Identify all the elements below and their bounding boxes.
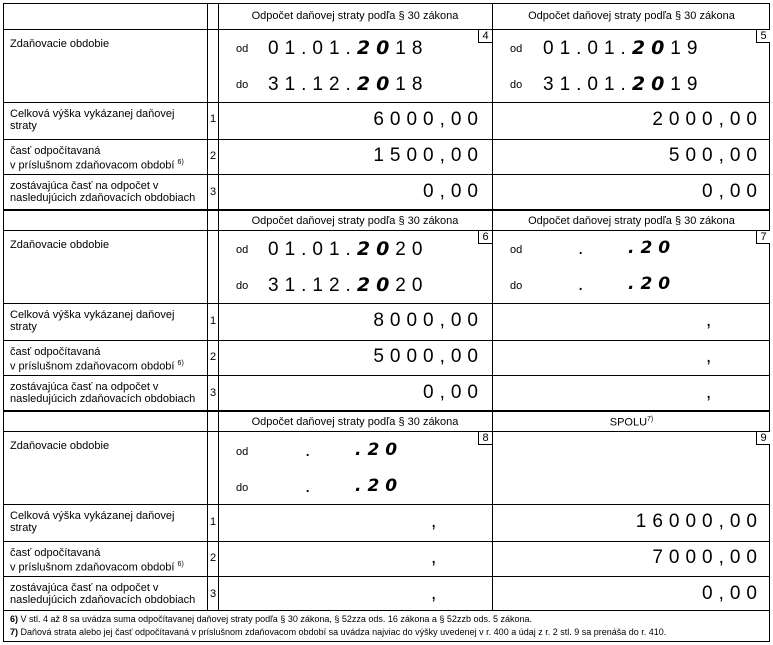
label-do: do xyxy=(236,79,249,91)
date-daymonth: 31.12. xyxy=(268,74,357,95)
footnote-6 xyxy=(10,614,532,624)
label-do: do xyxy=(236,482,249,494)
remaining-part-4[interactable]: 0,00 xyxy=(423,181,484,202)
deducted-part-7[interactable]: , xyxy=(706,346,718,367)
remaining-part-5[interactable]: 0,00 xyxy=(702,181,763,202)
period-to-6[interactable] xyxy=(268,274,428,297)
label-total-loss-l2: straty xyxy=(10,321,37,333)
label-remaining-l1: zostávajúca časť na odpočet v xyxy=(10,381,159,393)
label-deducted-part xyxy=(10,346,184,373)
total-loss-5[interactable]: 2000,00 xyxy=(652,109,763,130)
row-line xyxy=(3,340,770,341)
total-header: SPOLU xyxy=(609,416,648,429)
total-loss-8[interactable]: , xyxy=(431,511,443,532)
label-remaining-part xyxy=(10,180,195,204)
footnote-ref-7: 7) xyxy=(647,416,654,423)
label-deducted-part xyxy=(10,547,184,574)
column-header-5: Odpočet daňovej straty podľa § 30 zákona xyxy=(528,10,735,22)
footnote-ref-6: 6) xyxy=(177,561,184,568)
footnote-7 xyxy=(10,627,666,637)
period-to-8-dot[interactable]: . xyxy=(305,476,317,497)
column-number-7: 7 xyxy=(756,231,770,244)
row-line xyxy=(3,375,770,376)
date-year: 18 xyxy=(395,74,429,95)
label-total-loss-l1: Celková výška vykázanej daňovej xyxy=(10,510,175,522)
label-remaining-l1: zostávajúca časť na odpočet v xyxy=(10,180,159,192)
label-period: Zdaňovacie obdobie xyxy=(10,239,110,251)
label-od: od xyxy=(236,43,249,55)
column-number-5: 5 xyxy=(756,30,770,43)
date-year-hw: 0 xyxy=(376,73,396,95)
row-line xyxy=(3,576,770,577)
date-daymonth: 01.01. xyxy=(543,38,632,59)
label-deducted-l1: časť odpočítavaná xyxy=(10,145,101,157)
date-year-hw: 0 xyxy=(376,37,396,59)
deducted-part-6[interactable]: 5000,00 xyxy=(373,346,484,367)
remaining-part-8[interactable]: , xyxy=(431,583,443,604)
period-to-8-year[interactable]: .20 xyxy=(355,476,404,496)
label-remaining-l2: nasledujúcich zdaňovacích obdobiach xyxy=(10,594,196,606)
column-header-9 xyxy=(493,416,770,429)
row-line xyxy=(3,541,770,542)
date-daymonth: 31.01. xyxy=(543,74,632,95)
row-line xyxy=(3,29,770,30)
date-year-hw: 2 xyxy=(631,37,652,59)
date-year: 19 xyxy=(670,38,704,59)
deducted-part-8[interactable]: , xyxy=(431,547,443,568)
date-year-hw: 2 xyxy=(356,238,377,260)
period-to-7-dot[interactable]: . xyxy=(578,274,590,295)
footnote-6-text: V stl. 4 až 8 sa uvádza suma odpočítavanej daňovej straty podľa § 30 zákona, § 52zza ods. 16 zákona a § 52zzb ods. 5 zákona. xyxy=(20,614,532,624)
row-number-1: 1 xyxy=(209,315,217,327)
label-total-loss-l1: Celková výška vykázanej daňovej xyxy=(10,309,175,321)
date-year-hw: 2 xyxy=(356,73,377,95)
footnote-ref-6: 6) xyxy=(177,360,184,367)
total-loss-6[interactable]: 8000,00 xyxy=(373,310,484,331)
date-daymonth: 01.01. xyxy=(268,38,357,59)
row-number-2: 2 xyxy=(209,150,217,162)
label-total-loss-l2: straty xyxy=(10,522,37,534)
label-remaining-l2: nasledujúcich zdaňovacích obdobiach xyxy=(10,393,196,405)
label-total-loss xyxy=(10,108,174,132)
label-remaining-part xyxy=(10,381,195,405)
period-from-8-dot[interactable]: . xyxy=(305,440,317,461)
column-header-8: Odpočet daňovej straty podľa § 30 zákona xyxy=(251,416,459,428)
date-daymonth: 01.01. xyxy=(268,239,357,260)
label-total-loss xyxy=(10,510,174,534)
date-year: 20 xyxy=(395,275,429,296)
label-od: od xyxy=(510,43,523,55)
column-number-6: 6 xyxy=(478,231,492,244)
remaining-part-7[interactable]: , xyxy=(706,382,718,403)
period-from-4[interactable] xyxy=(268,37,428,60)
footnote-7-mark: 7) xyxy=(10,627,19,637)
row-number-3: 3 xyxy=(209,186,217,198)
row-line xyxy=(3,230,770,231)
section-divider-2 xyxy=(3,410,770,412)
label-period: Zdaňovacie obdobie xyxy=(10,38,110,50)
column-number-8: 8 xyxy=(478,432,492,445)
section-divider-1 xyxy=(3,209,770,211)
label-remaining-l1: zostávajúca časť na odpočet v xyxy=(10,582,159,594)
row-number-1: 1 xyxy=(209,516,217,528)
row-number-2: 2 xyxy=(209,351,217,363)
total-loss-7[interactable]: , xyxy=(706,310,718,331)
date-year-hw: 2 xyxy=(631,73,652,95)
footnote-ref-6: 6) xyxy=(177,159,184,166)
date-daymonth: 31.12. xyxy=(268,275,357,296)
label-do: do xyxy=(510,280,523,292)
date-year-hw: 0 xyxy=(651,37,671,59)
label-total-loss xyxy=(10,309,174,333)
row-line xyxy=(3,303,770,304)
label-deducted-part xyxy=(10,145,184,172)
date-year-hw: 2 xyxy=(356,37,377,59)
label-remaining-part xyxy=(10,582,195,606)
remaining-part-total[interactable]: 0,00 xyxy=(702,583,763,604)
label-do: do xyxy=(236,280,249,292)
period-from-5[interactable] xyxy=(543,37,703,60)
col-line-b xyxy=(218,3,219,610)
row-number-1: 1 xyxy=(209,113,217,125)
remaining-part-6[interactable]: 0,00 xyxy=(423,382,484,403)
label-deducted-l2: v príslušnom zdaňovacom období xyxy=(10,360,175,373)
label-deducted-l1: časť odpočítavaná xyxy=(10,547,101,559)
label-od: od xyxy=(236,446,249,458)
label-deducted-l1: časť odpočítavaná xyxy=(10,346,101,358)
date-year-hw: 0 xyxy=(651,73,671,95)
row-line xyxy=(3,139,770,140)
label-deducted-l2: v príslušnom zdaňovacom období xyxy=(10,159,175,172)
row-line xyxy=(3,174,770,175)
label-period: Zdaňovacie obdobie xyxy=(10,440,110,452)
date-year-hw: 0 xyxy=(376,274,396,296)
deducted-part-5[interactable]: 500,00 xyxy=(668,145,763,166)
column-header-6: Odpočet daňovej straty podľa § 30 zákona xyxy=(251,215,459,227)
total-loss-4[interactable]: 6000,00 xyxy=(373,109,484,130)
column-header-4: Odpočet daňovej straty podľa § 30 zákona xyxy=(251,10,459,22)
total-loss-total[interactable]: 16000,00 xyxy=(635,511,763,532)
row-number-3: 3 xyxy=(209,588,217,600)
date-year-hw: 2 xyxy=(356,274,377,296)
column-number-4: 4 xyxy=(478,30,492,43)
column-header-7: Odpočet daňovej straty podľa § 30 zákona xyxy=(528,215,735,227)
date-year: 19 xyxy=(670,74,704,95)
period-to-4[interactable] xyxy=(268,73,428,96)
row-line xyxy=(3,102,770,103)
date-year: 18 xyxy=(395,38,429,59)
row-line xyxy=(3,431,770,432)
row-line xyxy=(3,504,770,505)
label-deducted-l2: v príslušnom zdaňovacom období xyxy=(10,561,175,574)
row-number-2: 2 xyxy=(209,552,217,564)
period-from-6[interactable] xyxy=(268,238,428,261)
date-year: 20 xyxy=(395,239,429,260)
footnote-divider xyxy=(3,610,770,611)
deducted-part-total[interactable]: 7000,00 xyxy=(652,547,763,568)
label-total-loss-l2: straty xyxy=(10,120,37,132)
period-from-8-year[interactable]: .20 xyxy=(355,440,404,460)
label-total-loss-l1: Celková výška vykázanej daňovej xyxy=(10,108,175,120)
period-from-7-year[interactable]: .20 xyxy=(628,238,677,258)
label-remaining-l2: nasledujúcich zdaňovacích obdobiach xyxy=(10,192,196,204)
label-od: od xyxy=(236,244,249,256)
label-od: od xyxy=(510,244,523,256)
date-year-hw: 0 xyxy=(376,238,396,260)
period-to-7-year[interactable]: .20 xyxy=(628,274,677,294)
period-from-7-dot[interactable]: . xyxy=(578,238,590,259)
column-number-9: 9 xyxy=(756,432,770,445)
label-do: do xyxy=(510,79,523,91)
footnote-7-text: Daňová strata alebo jej časť odpočítavaná v príslušnom zdaňovacom období sa uvádza najviac do výšky uvedenej v r. 400 a údaj z r. 2 stl. 9 sa prenáša do r. 410. xyxy=(20,627,667,637)
row-number-3: 3 xyxy=(209,387,217,399)
period-to-5[interactable] xyxy=(543,73,703,96)
footnote-6-mark: 6) xyxy=(10,614,19,624)
col-line-c xyxy=(492,3,493,610)
deducted-part-4[interactable]: 1500,00 xyxy=(373,145,484,166)
